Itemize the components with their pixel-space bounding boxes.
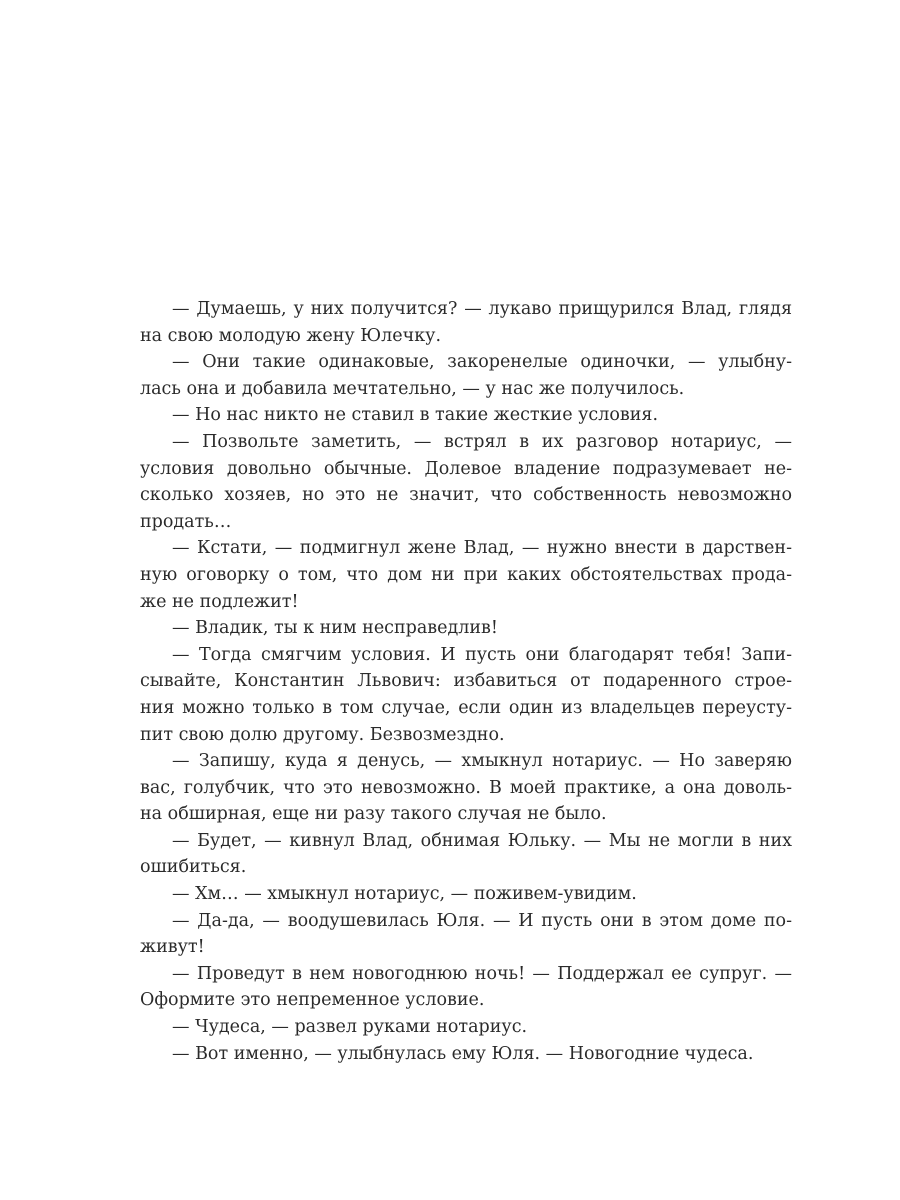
book-page-text: [140, 296, 792, 1067]
text-line: продать…: [140, 511, 232, 532]
text-line: — Они такие одинаковые, закоренелые одиночки, — улыбну-: [172, 352, 792, 373]
text-line: — Да-да, — воодушевилась Юля. — И пусть они в этом доме по-: [172, 910, 792, 931]
text-line: — Позвольте заметить, — встрял в их разговор нотариус, —: [172, 431, 792, 452]
text-line: Оформите это непременное условие.: [140, 990, 485, 1011]
text-line: пит свою долю другому. Безвозмездно.: [140, 724, 505, 745]
text-line: — Владик, ты к ним несправедлив!: [172, 618, 498, 639]
text-line: — Тогда смягчим условия. И пусть они благодарят тебя! Запи-: [172, 644, 792, 665]
text-line: ошибиться.: [140, 857, 247, 878]
text-line: живут!: [140, 937, 205, 958]
text-line: — Думаешь, у них получится? — лукаво прищурился Влад, глядя: [172, 299, 792, 319]
text-line: сывайте, Константин Львович: избавиться от подаренного строе-: [140, 671, 792, 692]
text-line: лась она и добавила мечтательно, — у нас же получилось.: [140, 378, 685, 399]
text-line: условия довольно обычные. Долевое владение подразумевает не-: [140, 458, 792, 479]
text-line: — Чудеса, — развел руками нотариус.: [172, 1017, 528, 1038]
text-line: — Будет, — кивнул Влад, обнимая Юльку. — Мы не могли в них: [172, 830, 792, 851]
text-line: вас, голубчик, что это невозможно. В моей практике, а она доволь-: [140, 777, 792, 798]
text-line: — Проведут в нем новогоднюю ночь! — Поддержал ее супруг. —: [172, 963, 792, 984]
text-line: ную оговорку о том, что дом ни при каких обстоятельствах прода-: [140, 564, 792, 585]
text-line: — Запишу, куда я денусь, — хмыкнул нотариус. — Но заверяю: [172, 751, 792, 772]
text-line: сколько хозяев, но это не значит, что собственность невозможно: [140, 485, 792, 506]
text-line: на свою молодую жену Юлечку.: [140, 325, 442, 346]
text-line: — Но нас никто не ставил в такие жесткие условия.: [172, 405, 659, 426]
text-line: на обширная, еще ни разу такого случая не было.: [140, 804, 607, 825]
text-line: — Вот именно, — улыбнулась ему Юля. — Новогодние чудеса.: [172, 1043, 754, 1064]
text-line: же не подлежит!: [140, 591, 299, 612]
text-line: — Хм… — хмыкнул нотариус, — поживем-увидим.: [172, 884, 637, 905]
text-line: ния можно только в том случае, если один из владельцев переусту-: [140, 697, 792, 718]
text-line: — Кстати, — подмигнул жене Влад, — нужно внести в дарствен-: [172, 538, 792, 559]
